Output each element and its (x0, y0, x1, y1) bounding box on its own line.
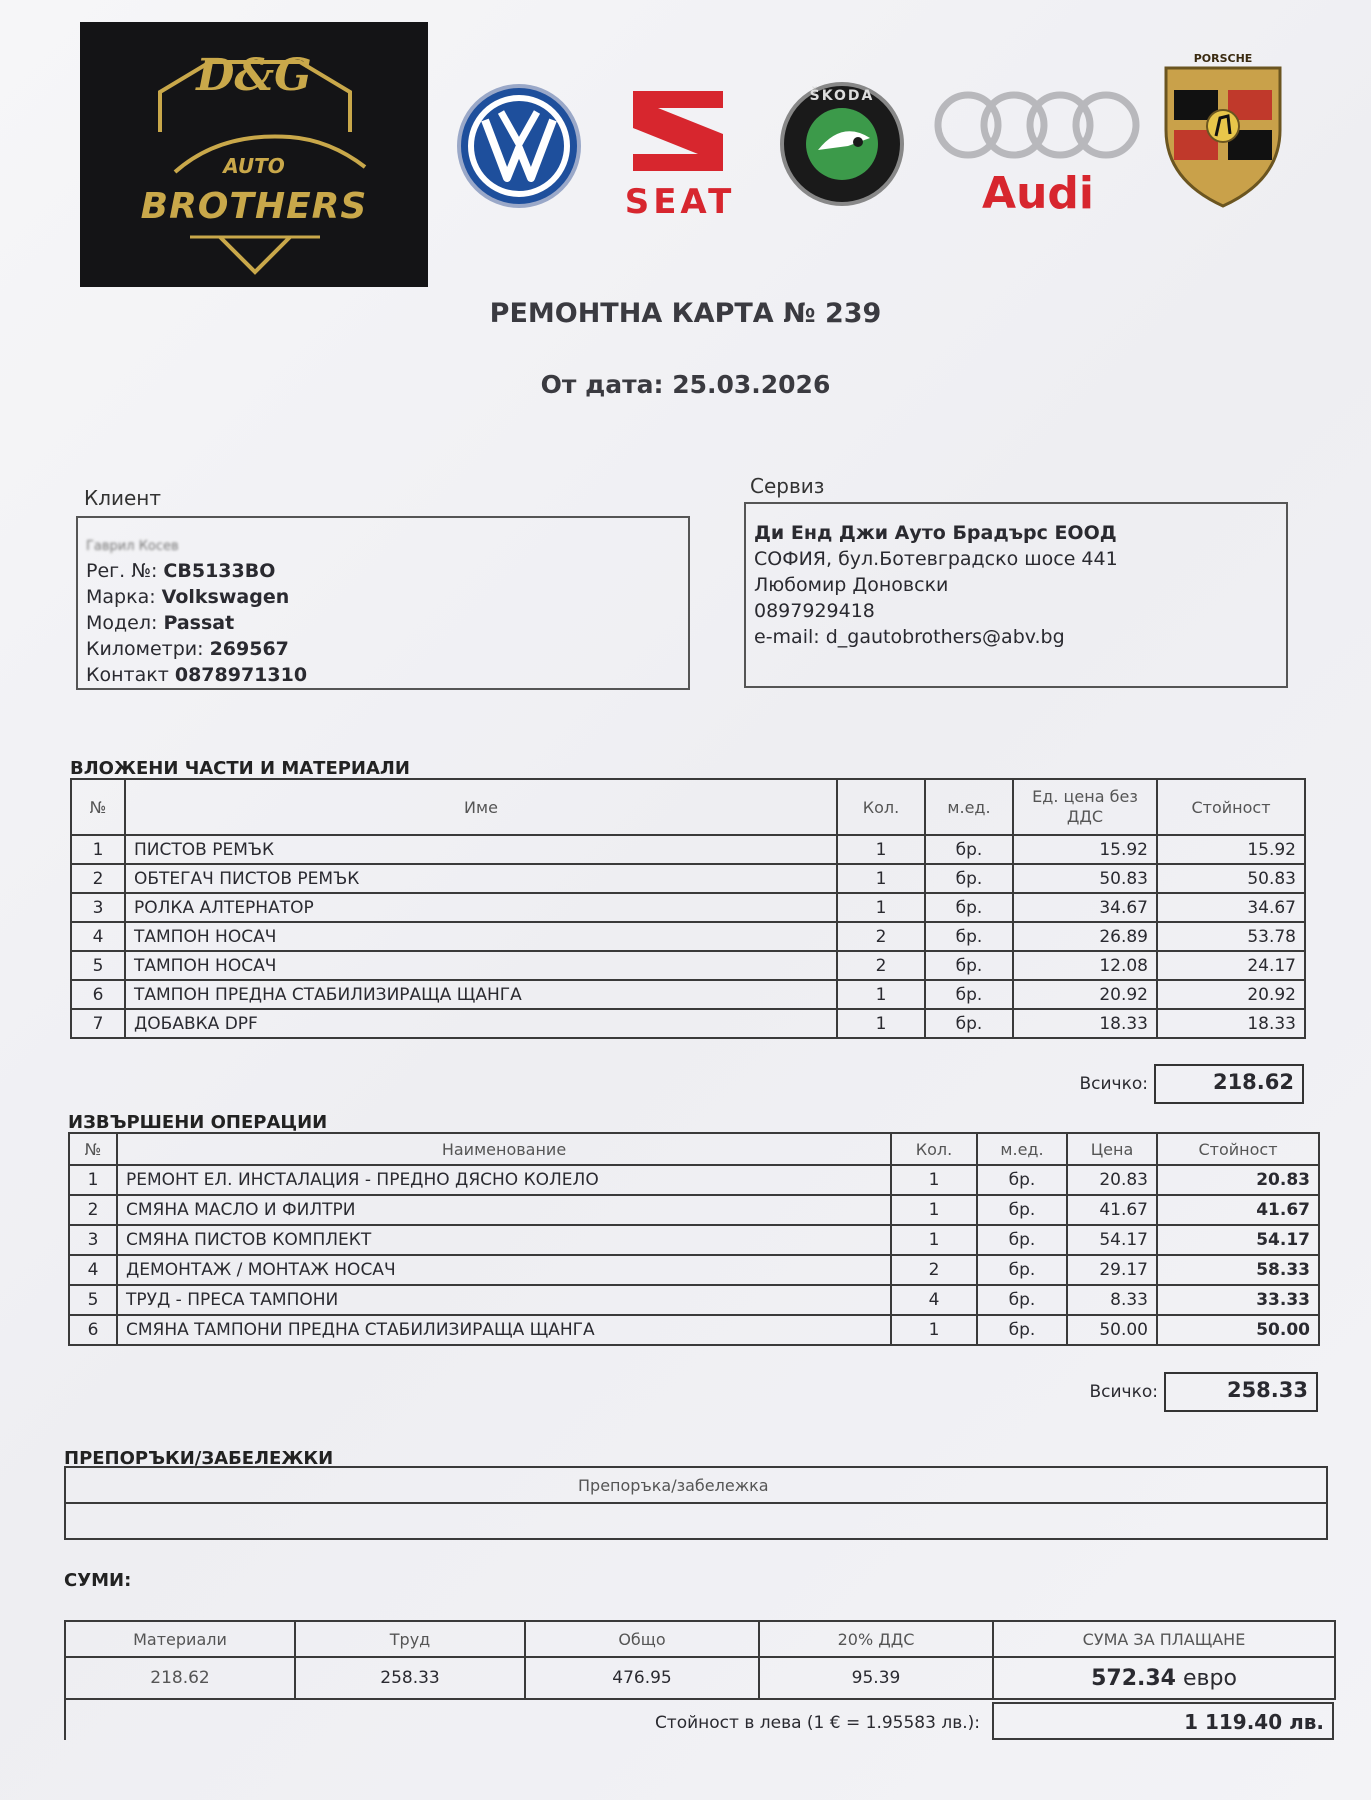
service-person: Любомир Доновски (754, 574, 949, 596)
parts-cell-name: ТАМПОН НОСАЧ (125, 951, 837, 980)
service-email: e-mail: d_gautobrothers@abv.bg (754, 626, 1065, 648)
operations-cell-qty: 1 (891, 1315, 977, 1345)
client-reg-label: Рег. №: (86, 560, 158, 582)
document-date: От дата: 25.03.2026 (540, 370, 831, 399)
sums-labor-label: Труд (295, 1621, 525, 1657)
sums-labor-value: 258.33 (295, 1657, 525, 1699)
parts-col-no: № (71, 779, 125, 835)
operations-cell-name: ДЕМОНТАЖ / МОНТАЖ НОСАЧ (117, 1255, 891, 1285)
client-model-label: Модел: (86, 612, 158, 634)
parts-cell-price: 34.67 (1013, 893, 1157, 922)
client-model (86, 610, 234, 636)
parts-cell-unit: бр. (925, 893, 1013, 922)
parts-cell-name: ПИСТОВ РЕМЪК (125, 835, 837, 864)
service-address: СОФИЯ, бул.Ботевградско шосе 441 (754, 548, 1118, 570)
parts-total-label: Всичко: (1079, 1074, 1148, 1094)
service-box (744, 502, 1288, 688)
logo-monogram: D&G (196, 50, 312, 101)
operations-col-value: Стойност (1157, 1133, 1319, 1165)
parts-cell-value: 18.33 (1157, 1009, 1305, 1038)
operations-cell-unit: бр. (977, 1285, 1067, 1315)
operations-col-name: Наименование (117, 1133, 891, 1165)
sums-bgn-label: Стойност в лева (1 € = 1.95583 лв.): (654, 1713, 980, 1733)
parts-cell-name: РОЛКА АЛТЕРНАТОР (125, 893, 837, 922)
parts-cell-qty: 2 (837, 922, 925, 951)
parts-col-value: Стойност (1157, 779, 1305, 835)
client-contact-value: 0878971310 (174, 664, 308, 686)
operations-cell-no: 6 (69, 1315, 117, 1345)
parts-cell-value: 15.92 (1157, 835, 1305, 864)
operations-cell-no: 4 (69, 1255, 117, 1285)
operations-row (69, 1255, 1319, 1285)
client-reg (86, 558, 275, 584)
sums-vat-label: 20% ДДС (759, 1621, 993, 1657)
parts-col-name: Име (125, 779, 837, 835)
parts-row (71, 864, 1305, 893)
operations-cell-unit: бр. (977, 1195, 1067, 1225)
parts-cell-no: 1 (71, 835, 125, 864)
parts-cell-qty: 1 (837, 893, 925, 922)
skoda-logo-text: ŠKODA (809, 88, 875, 104)
operations-col-qty: Кол. (891, 1133, 977, 1165)
client-make-value: Volkswagen (161, 586, 290, 608)
parts-cell-value: 24.17 (1157, 951, 1305, 980)
parts-cell-unit: бр. (925, 835, 1013, 864)
operations-cell-price: 8.33 (1067, 1285, 1157, 1315)
operations-cell-value: 41.67 (1157, 1195, 1319, 1225)
parts-cell-name: ТАМПОН НОСАЧ (125, 922, 837, 951)
client-box (76, 516, 690, 690)
operations-cell-name: СМЯНА МАСЛО И ФИЛТРИ (117, 1195, 891, 1225)
parts-cell-value: 20.92 (1157, 980, 1305, 1009)
operations-cell-qty: 1 (891, 1225, 977, 1255)
parts-col-unit: м.ед. (925, 779, 1013, 835)
parts-row (71, 1009, 1305, 1038)
operations-header-row (69, 1133, 1319, 1165)
operations-cell-qty: 1 (891, 1195, 977, 1225)
audi-rings-icon (928, 90, 1146, 160)
parts-cell-qty: 1 (837, 864, 925, 893)
operations-total-label: Всичко: (1089, 1382, 1158, 1402)
parts-cell-value: 53.78 (1157, 922, 1305, 951)
operations-cell-value: 54.17 (1157, 1225, 1319, 1255)
operations-cell-qty: 2 (891, 1255, 977, 1285)
client-name-redacted: Гаврил Косев (86, 539, 179, 554)
operations-row (69, 1225, 1319, 1255)
notes-header-row (65, 1467, 1327, 1503)
operations-total-value: 258.33 (1164, 1372, 1318, 1412)
sums-table (64, 1620, 1336, 1700)
parts-row (71, 835, 1305, 864)
service-phone: 0897929418 (754, 600, 875, 622)
client-contact-label: Контакт (86, 664, 169, 686)
client-model-value: Passat (163, 612, 235, 634)
sums-total-label: Общо (525, 1621, 759, 1657)
seat-logo-text: SEAT (624, 182, 736, 222)
parts-col-price: Ед. цена без ДДС (1013, 779, 1157, 835)
operations-cell-name: СМЯНА ПИСТОВ КОМПЛЕКТ (117, 1225, 891, 1255)
sums-total-value: 476.95 (525, 1657, 759, 1699)
parts-cell-price: 12.08 (1013, 951, 1157, 980)
parts-row (71, 922, 1305, 951)
vw-logo-icon (455, 82, 583, 210)
notes-value (65, 1503, 1327, 1539)
parts-cell-no: 3 (71, 893, 125, 922)
operations-row (69, 1195, 1319, 1225)
operations-cell-price: 41.67 (1067, 1195, 1157, 1225)
parts-cell-price: 15.92 (1013, 835, 1157, 864)
sums-materials-value: 218.62 (65, 1657, 295, 1699)
parts-cell-qty: 2 (837, 951, 925, 980)
operations-cell-name: СМЯНА ТАМПОНИ ПРЕДНА СТАБИЛИЗИРАЩА ЩАНГА (117, 1315, 891, 1345)
client-km-label: Километри: (86, 638, 204, 660)
operations-cell-price: 29.17 (1067, 1255, 1157, 1285)
document-title: РЕМОНТНА КАРТА № 239 (489, 298, 882, 329)
notes-table (64, 1466, 1328, 1540)
parts-cell-price: 50.83 (1013, 864, 1157, 893)
sums-vat-value: 95.39 (759, 1657, 993, 1699)
parts-row (71, 951, 1305, 980)
logo-line1: AUTO (223, 154, 285, 178)
client-km (86, 636, 289, 662)
operations-cell-no: 1 (69, 1165, 117, 1195)
parts-cell-no: 5 (71, 951, 125, 980)
operations-col-no: № (69, 1133, 117, 1165)
porsche-crest-text: PORSCHE (1193, 52, 1253, 65)
sums-left-border (64, 1700, 66, 1740)
parts-cell-value: 34.67 (1157, 893, 1305, 922)
sums-materials-label: Материали (65, 1621, 295, 1657)
client-make-label: Марка: (86, 586, 156, 608)
parts-table (70, 778, 1306, 1039)
parts-cell-unit: бр. (925, 864, 1013, 893)
operations-cell-unit: бр. (977, 1225, 1067, 1255)
operations-cell-no: 3 (69, 1225, 117, 1255)
parts-total-value: 218.62 (1154, 1064, 1304, 1104)
notes-heading: ПРЕПОРЪКИ/ЗАБЕЛЕЖКИ (64, 1448, 334, 1469)
parts-cell-price: 18.33 (1013, 1009, 1157, 1038)
notes-row (65, 1503, 1327, 1539)
client-contact (86, 662, 307, 688)
sums-header-row (65, 1621, 1335, 1657)
client-km-value: 269567 (209, 638, 289, 660)
operations-row (69, 1165, 1319, 1195)
client-heading: Клиент (84, 486, 162, 510)
parts-row (71, 893, 1305, 922)
parts-cell-price: 26.89 (1013, 922, 1157, 951)
parts-cell-price: 20.92 (1013, 980, 1157, 1009)
notes-col: Препоръка/забележка (65, 1467, 1327, 1503)
sums-pay-label: СУМА ЗА ПЛАЩАНЕ (993, 1621, 1335, 1657)
operations-cell-unit: бр. (977, 1255, 1067, 1285)
parts-cell-unit: бр. (925, 1009, 1013, 1038)
operations-cell-price: 54.17 (1067, 1225, 1157, 1255)
parts-cell-name: ДОБАВКА DPF (125, 1009, 837, 1038)
sums-bgn-value: 1 119.40 лв. (992, 1702, 1334, 1740)
sums-value-row (65, 1657, 1335, 1699)
seat-logo-icon (628, 86, 728, 176)
operations-cell-name: РЕМОНТ ЕЛ. ИНСТАЛАЦИЯ - ПРЕДНО ДЯСНО КОЛЕЛО (117, 1165, 891, 1195)
parts-cell-name: ОБТЕГАЧ ПИСТОВ РЕМЪК (125, 864, 837, 893)
operations-cell-value: 50.00 (1157, 1315, 1319, 1345)
parts-cell-unit: бр. (925, 980, 1013, 1009)
audi-logo-text: Audi (982, 168, 1094, 219)
sums-pay-cell (993, 1657, 1335, 1699)
sums-pay-currency: евро (1182, 1665, 1237, 1691)
operations-cell-value: 20.83 (1157, 1165, 1319, 1195)
parts-cell-qty: 1 (837, 1009, 925, 1038)
client-reg-value: СВ5133ВО (163, 560, 276, 582)
operations-table (68, 1132, 1320, 1346)
parts-col-qty: Кол. (837, 779, 925, 835)
porsche-crest-icon (1160, 50, 1286, 210)
operations-col-price: Цена (1067, 1133, 1157, 1165)
operations-cell-value: 33.33 (1157, 1285, 1319, 1315)
operations-cell-qty: 4 (891, 1285, 977, 1315)
logo-line2: BROTHERS (140, 186, 368, 227)
operations-row (69, 1315, 1319, 1345)
operations-cell-qty: 1 (891, 1165, 977, 1195)
operations-cell-value: 58.33 (1157, 1255, 1319, 1285)
operations-heading: ИЗВЪРШЕНИ ОПЕРАЦИИ (68, 1112, 328, 1133)
operations-row (69, 1285, 1319, 1315)
operations-cell-price: 50.00 (1067, 1315, 1157, 1345)
operations-cell-unit: бр. (977, 1165, 1067, 1195)
parts-cell-name: ТАМПОН ПРЕДНА СТАБИЛИЗИРАЩА ЩАНГА (125, 980, 837, 1009)
operations-col-unit: м.ед. (977, 1133, 1067, 1165)
operations-cell-name: ТРУД - ПРЕСА ТАМПОНИ (117, 1285, 891, 1315)
parts-cell-no: 6 (71, 980, 125, 1009)
parts-cell-value: 50.83 (1157, 864, 1305, 893)
operations-cell-price: 20.83 (1067, 1165, 1157, 1195)
service-heading: Сервиз (750, 474, 825, 498)
operations-cell-unit: бр. (977, 1315, 1067, 1345)
parts-cell-unit: бр. (925, 951, 1013, 980)
parts-heading: ВЛОЖЕНИ ЧАСТИ И МАТЕРИАЛИ (70, 758, 410, 779)
service-company: Ди Енд Джи Ауто Брадърс ЕООД (754, 522, 1117, 544)
client-make (86, 584, 289, 610)
parts-row (71, 980, 1305, 1009)
parts-cell-unit: бр. (925, 922, 1013, 951)
parts-cell-no: 4 (71, 922, 125, 951)
parts-header-row (71, 779, 1305, 835)
sums-pay-value: 572.34 (1091, 1665, 1176, 1691)
parts-cell-no: 7 (71, 1009, 125, 1038)
sums-heading: СУМИ: (64, 1570, 132, 1591)
operations-cell-no: 2 (69, 1195, 117, 1225)
parts-cell-qty: 1 (837, 835, 925, 864)
operations-cell-no: 5 (69, 1285, 117, 1315)
parts-cell-qty: 1 (837, 980, 925, 1009)
parts-cell-no: 2 (71, 864, 125, 893)
company-logo (80, 22, 428, 287)
